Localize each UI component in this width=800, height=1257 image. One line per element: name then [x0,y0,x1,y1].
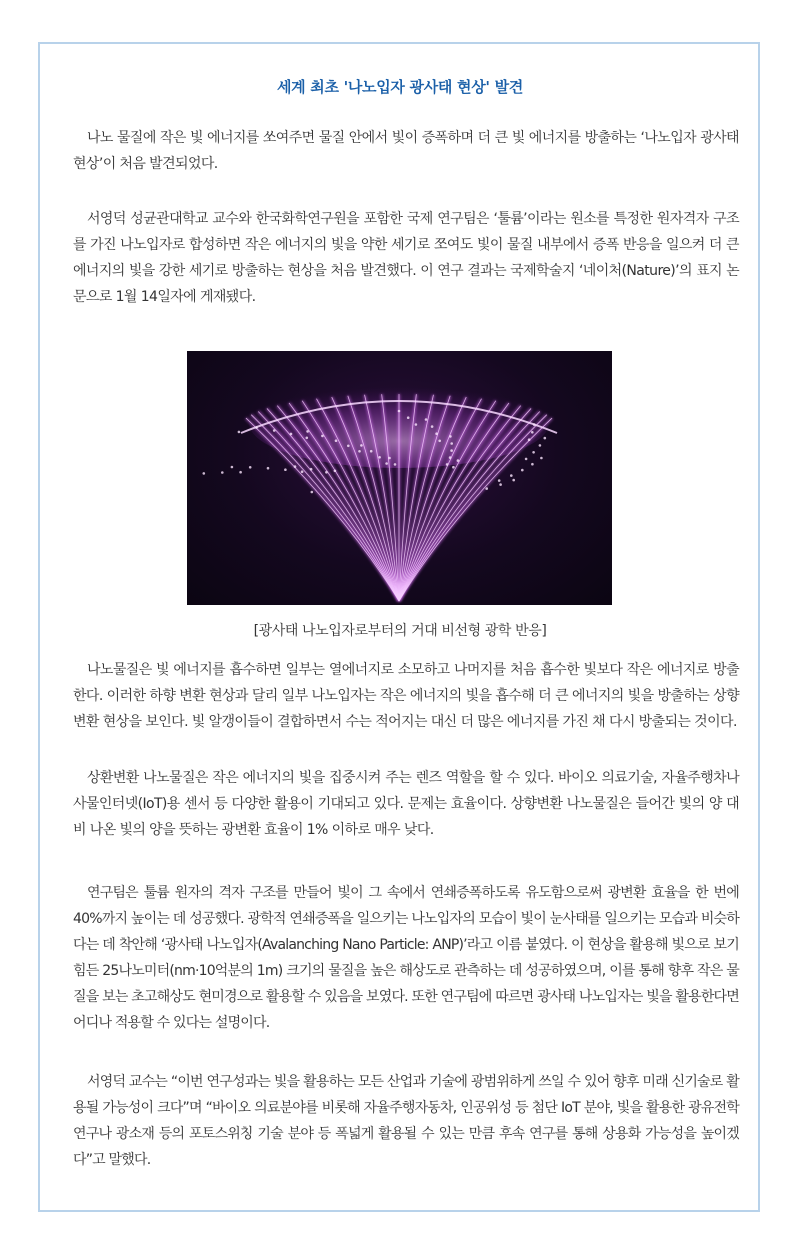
sparkle-node [528,438,531,441]
figure-caption: [광사태 나노입자로부터의 거대 비선형 광학 반응] [253,623,547,639]
sparkle-node [370,450,373,453]
sparkle-node [290,433,293,436]
sparkle-node [533,423,536,426]
sparkle-node [306,430,309,433]
sparkle-node [238,431,241,434]
sparkle-node [531,463,534,466]
sparkle-node [347,445,350,448]
sparkle-node [521,469,524,472]
sparkle-node [284,468,287,471]
avalanche-figure [187,351,612,605]
article-title: 세계 최초 '나노입자 광사태 현상' 발견 [276,78,524,96]
sparkle-node [358,450,361,453]
sparkle-node [425,418,428,421]
sparkle-node [311,491,314,494]
sparkle-node [512,479,515,482]
sparkle-node [540,457,543,460]
sparkle-node [221,471,224,474]
sparkle-node [435,432,438,435]
sparkle-node [431,425,434,428]
sparkle-node [450,442,453,445]
sparkle-node [499,483,502,486]
sparkle-node [378,456,381,459]
sparkle-node [407,416,410,419]
sparkle-node [450,449,453,452]
sparkle-node [267,467,270,470]
sparkle-node [239,471,242,474]
sparkle-node [249,466,252,469]
photon-avalanche-illustration-icon [187,351,612,605]
paragraph-quote: 서영덕 교수는 “이번 연구성과는 빛을 활용하는 모든 산업과 기술에 광범위하게 쓰일 수 있어 향후 미래 신기술로 활용될 가능성이 크다”며 “바이오 의료분야를 비롯해 자율주행자동차, 인공위성 등 첨단 IoT 분야, 빛을 활용한 광유전학 연구나 광소재 등의 포토스위칭 기술 분야 등 폭넓게 활용될 수 있는 만큼 후속 연구를 통해 상용화 가능성을 높이겠다”고 말했다. [73,1074,739,1168]
sparkle-node [415,423,418,426]
sparkle-node [525,458,528,461]
sparkle-node [449,435,452,438]
sparkle-node [438,440,441,443]
sparkle-node [398,410,401,413]
sparkle-node [385,462,388,465]
sparkle-node [539,444,542,447]
sparkle-node [306,437,309,440]
sparkle-node [325,471,328,474]
sparkle-node [457,459,460,462]
sparkle-node [388,457,391,460]
sparkle-node [498,479,501,482]
sparkle-node [203,472,206,475]
sparkle-node [294,465,297,468]
paragraph-avalanche: 연구팀은 툴륨 원자의 격자 구조를 만들어 빛이 그 속에서 연쇄증폭하도록 유도함으로써 광변환 효율을 한 번에 40%까지 높이는 데 성공했다. 광학적 연쇄증폭을 일으키는 나노입자의 모습이 빛이 눈사태를 일으키는 모습과 비슷하다는 데 착안해 ‘광사태 나노입자(Avalanching Nano Particle: ANP)’라고 이름 붙였다. 이 현상을 활용해 빛으로 보기 힘든 25나노미터(nm·10억분의 1m) 크기의 물질을 높은 해상도로 관측하는 데 성공하였으며, 이를 통해 향후 작은 물질을 보는 초고해상도 현미경으로 활용할 수 있음을 보였다. 또한 연구팀에 따르면 광사태 나노입자는 빛을 활용한다면 어디나 적용할 수 있다는 설명이다. [73,885,739,1031]
sparkle-node [532,451,535,454]
sparkle-node [301,470,304,473]
sparkle-node [273,429,276,432]
sparkle-node [531,431,534,434]
sparkle-node [394,463,397,466]
sparkle-node [544,437,547,440]
sparkle-node [231,466,234,469]
paragraph-intro: 나노 물질에 작은 빛 에너지를 쏘여주면 물질 안에서 빛이 증폭하며 더 큰 빛 에너지를 방출하는 ‘나노입자 광사태 현상’이 처음 발견되었다. [73,130,739,172]
sparkle-node [335,439,338,442]
sparkle-node [485,487,488,490]
sparkle-node [452,466,455,469]
paragraph-research-team: 서영덕 성균관대학교 교수와 한국화학연구원을 포함한 국제 연구팀은 ‘툴륨’이라는 원소를 특정한 원자격자 구조를 가진 나노입자로 합성하면 작은 에너지의 빛을 약한 세기로 쪼여도 빛이 물질 내부에서 증폭 반응을 일으켜 더 큰 에너지의 빛을 강한 세기로 방출하는 현상을 처음 발견했다. 이 연구 결과는 국제학술지 ‘네이처(Nature)’의 표지 논문으로 1월 14일자에 게재됐다. [73,211,739,305]
sparkle-node [255,426,258,429]
sparkle-node [334,470,337,473]
sparkle-node [446,463,449,466]
paragraph-upconversion: 상환변환 나노물질은 작은 에너지의 빛을 집중시켜 주는 렌즈 역할을 할 수 있다. 바이오 의료기술, 자율주행차나 사물인터넷(IoT)용 센서 등 다양한 활용이 기대되고 있다. 문제는 효율이다. 상향변환 나노물질은 들어간 빛의 양 대비 나온 빛의 양을 뜻하는 광변환 효율이 1% 이하로 매우 낮다. [73,770,739,838]
sparkle-node [321,435,324,438]
sparkle-node [310,468,313,471]
paragraph-downconversion: 나노물질은 빛 에너지를 흡수하면 일부는 열에너지로 소모하고 나머지를 처음 흡수한 빛보다 작은 에너지로 방출한다. 이러한 하향 변환 현상과 달리 일부 나노입자는 작은 에너지의 빛을 흡수해 더 큰 에너지의 빛을 방출하는 상향변환 현상을 보인다. 빛 알갱이들이 결합하면서 수는 적어지는 대신 더 많은 에너지를 가진 채 다시 방출되는 것이다. [73,662,739,730]
sparkle-node [510,474,513,477]
sparkle-node [449,456,452,459]
sparkle-node [360,444,363,447]
